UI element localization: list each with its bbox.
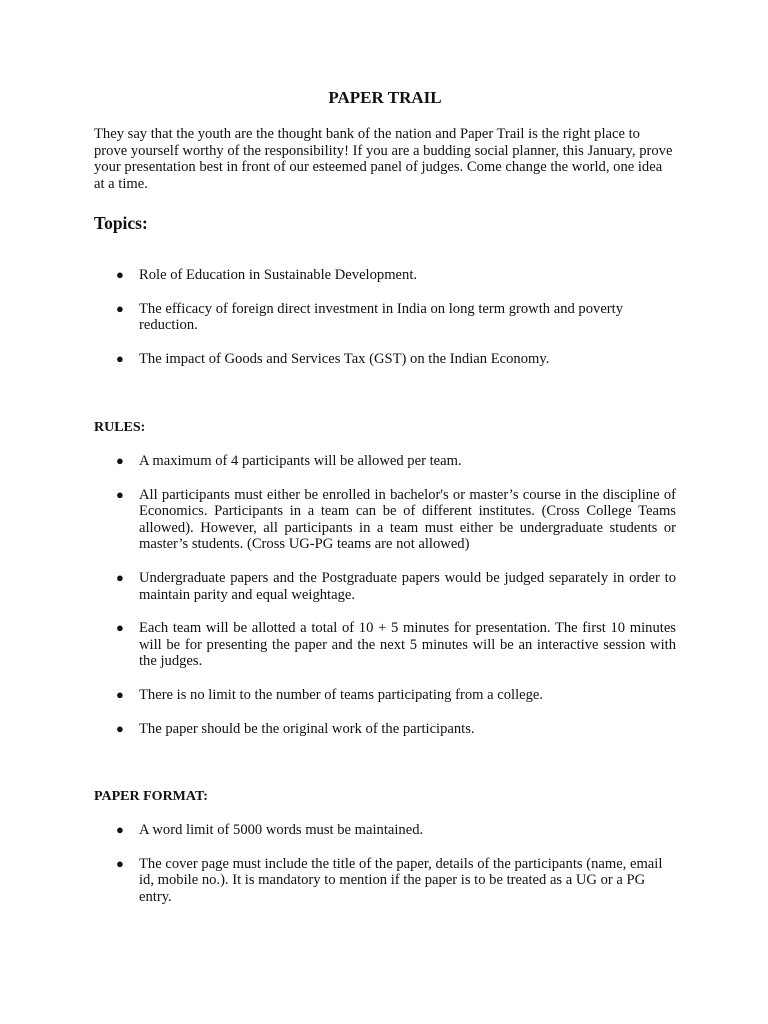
bullet-icon: ● xyxy=(116,720,124,736)
bullet-icon: ● xyxy=(116,267,124,282)
bullet-icon: ● xyxy=(116,453,124,468)
bullet-icon: ● xyxy=(116,300,124,316)
list-item xyxy=(94,267,676,284)
list-item xyxy=(94,453,676,470)
paper-format-list xyxy=(94,822,676,905)
bullet-icon: ● xyxy=(116,822,124,837)
list-item xyxy=(94,856,676,906)
intro-paragraph: They say that the youth are the thought bank of the nation and Paper Trail is the right place to prove yourself worthy of the responsibility! If you are a budding social planner, this January, prove your presentation best in front of our esteemed panel of judges. Come change the world, one idea at a time. xyxy=(94,126,673,192)
list-item xyxy=(94,620,676,670)
list-item xyxy=(94,822,676,839)
list-item-text: A maximum of 4 participants will be allowed per team. xyxy=(139,453,462,469)
topics-list xyxy=(94,267,676,367)
bullet-icon: ● xyxy=(116,486,124,502)
bullet-icon: ● xyxy=(116,569,124,585)
list-item xyxy=(94,687,676,704)
list-item-text: A word limit of 5000 words must be maintained. xyxy=(139,822,424,838)
list-item xyxy=(94,351,676,368)
list-item xyxy=(94,721,676,738)
list-item-text: The paper should be the original work of the participants. xyxy=(139,720,475,737)
rules-heading: RULES: xyxy=(94,420,146,435)
list-item-text: There is no limit to the number of teams participating from a college. xyxy=(139,686,544,703)
page-title: PAPER TRAIL xyxy=(328,88,442,107)
list-item-text: The cover page must include the title of the paper, details of the participants (name, email id, mobile no.). It is mandatory to mention if the paper is to be treated as a UG or a PG entry. xyxy=(139,855,663,905)
list-item-text: Undergraduate papers and the Postgraduate papers would be judged separately in order to maintain parity and equal weightage. xyxy=(139,569,676,603)
topics-heading: Topics: xyxy=(94,213,148,233)
list-item-text: Role of Education in Sustainable Development. xyxy=(139,267,418,283)
rules-list xyxy=(94,453,676,737)
bullet-icon: ● xyxy=(116,350,124,366)
list-item-text: The efficacy of foreign direct investment in India on long term growth and poverty reduction. xyxy=(139,300,624,334)
list-item xyxy=(94,487,676,553)
list-item-text: The impact of Goods and Services Tax (GST) on the Indian Economy. xyxy=(139,350,550,367)
paper-format-heading: PAPER FORMAT: xyxy=(94,789,208,804)
bullet-icon: ● xyxy=(116,686,124,702)
list-item-text: Each team will be allotted a total of 10 + 5 minutes for presentation. The first 10 minutes will be for presenting the paper and the next 5 minutes will be an interactive session with the judges. xyxy=(139,620,676,670)
bullet-icon: ● xyxy=(116,855,124,871)
list-item-text: All participants must either be enrolled in bachelor's or master’s course in the discipline of Economics. Participants in a team can be of different institutes. (Cross College Teams allowed). However, all participants in a team must either be undergraduate students or master’s students. (Cross UG-PG teams are not allowed) xyxy=(139,486,676,553)
list-item xyxy=(94,570,676,603)
list-item xyxy=(94,301,676,334)
bullet-icon: ● xyxy=(116,620,124,636)
